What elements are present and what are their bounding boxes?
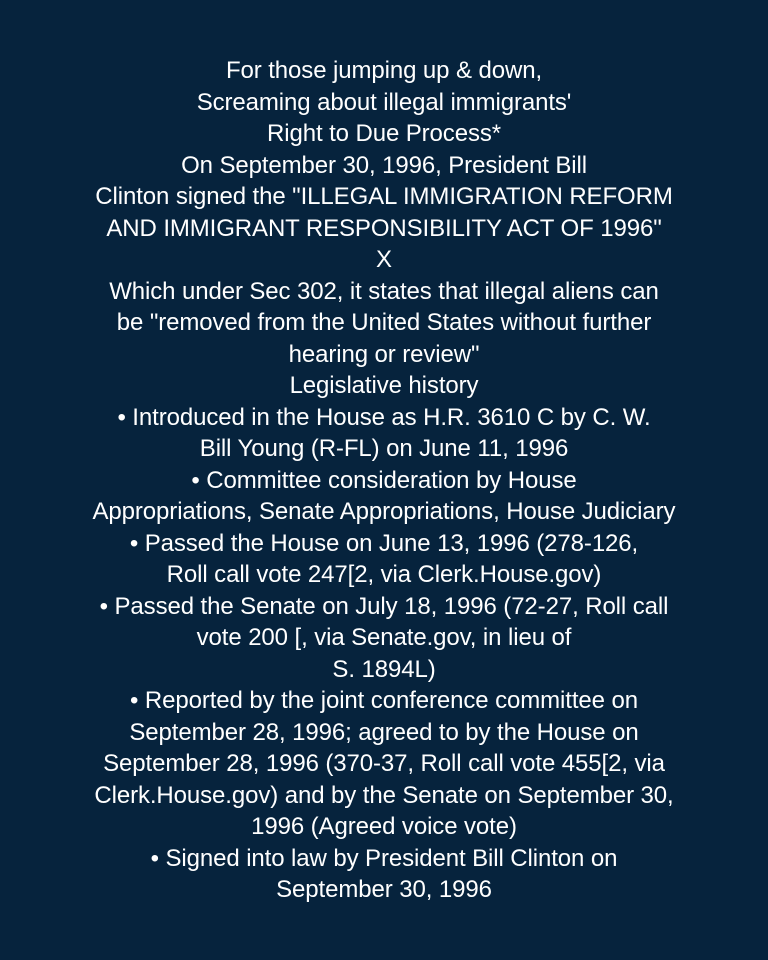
history-introduced-line-2: Bill Young (R-FL) on June 11, 1996 <box>199 435 569 462</box>
history-conference-line-5: 1996 (Agreed voice vote) <box>251 813 517 840</box>
statement-line-3: AND IMMIGRANT RESPONSIBILITY ACT OF 1996" <box>106 214 662 242</box>
statement-line-2: Clinton signed the "ILLEGAL IMMIGRATION REFORM <box>95 183 673 210</box>
history-conference-line-3: September 28, 1996 (370-37, Roll call vote 455[2, via <box>103 750 665 777</box>
section-302-line-3: hearing or review" <box>288 340 480 368</box>
history-conference-line-4: Clerk.House.gov) and by the Senate on September 30, <box>94 781 674 809</box>
legislative-history-heading: Legislative history <box>289 372 479 399</box>
history-introduced-line-1: • Introduced in the House as H.R. 3610 C by C. W. <box>117 403 651 431</box>
history-senate-pass-line-1: • Passed the Senate on July 18, 1996 (72-27, Roll call <box>99 592 669 620</box>
history-senate-pass-line-3: S. 1894L) <box>332 655 436 683</box>
history-committee-line-1: • Committee consideration by House <box>191 466 577 494</box>
section-302-line-1: Which under Sec 302, it states that illegal aliens can <box>109 277 659 305</box>
separator-x: X <box>376 246 392 273</box>
statement-line-1: On September 30, 1996, President Bill <box>181 151 587 179</box>
section-302-line-2: be "removed from the United States without further <box>116 309 652 336</box>
history-conference-line-1: • Reported by the joint conference committee on <box>130 687 638 714</box>
history-signed-line-2: September 30, 1996 <box>276 876 492 903</box>
post-text-block <box>0 55 768 906</box>
intro-line-2: Screaming about illegal immigrants' <box>196 88 572 116</box>
history-conference-line-2: September 28, 1996; agreed to by the House on <box>129 718 639 746</box>
history-committee-line-2: Appropriations, Senate Appropriations, House Judiciary <box>92 498 676 525</box>
history-house-pass-line-2: Roll call vote 247[2, via Clerk.House.gov) <box>166 561 602 588</box>
intro-line-1: For those jumping up & down, <box>225 57 543 84</box>
history-senate-pass-line-2: vote 200 [, via Senate.gov, in lieu of <box>196 624 572 651</box>
history-house-pass-line-1: • Passed the House on June 13, 1996 (278-126, <box>129 529 639 557</box>
history-signed-line-1: • Signed into law by President Bill Clinton on <box>150 844 618 872</box>
intro-line-3: Right to Due Process* <box>266 120 501 147</box>
